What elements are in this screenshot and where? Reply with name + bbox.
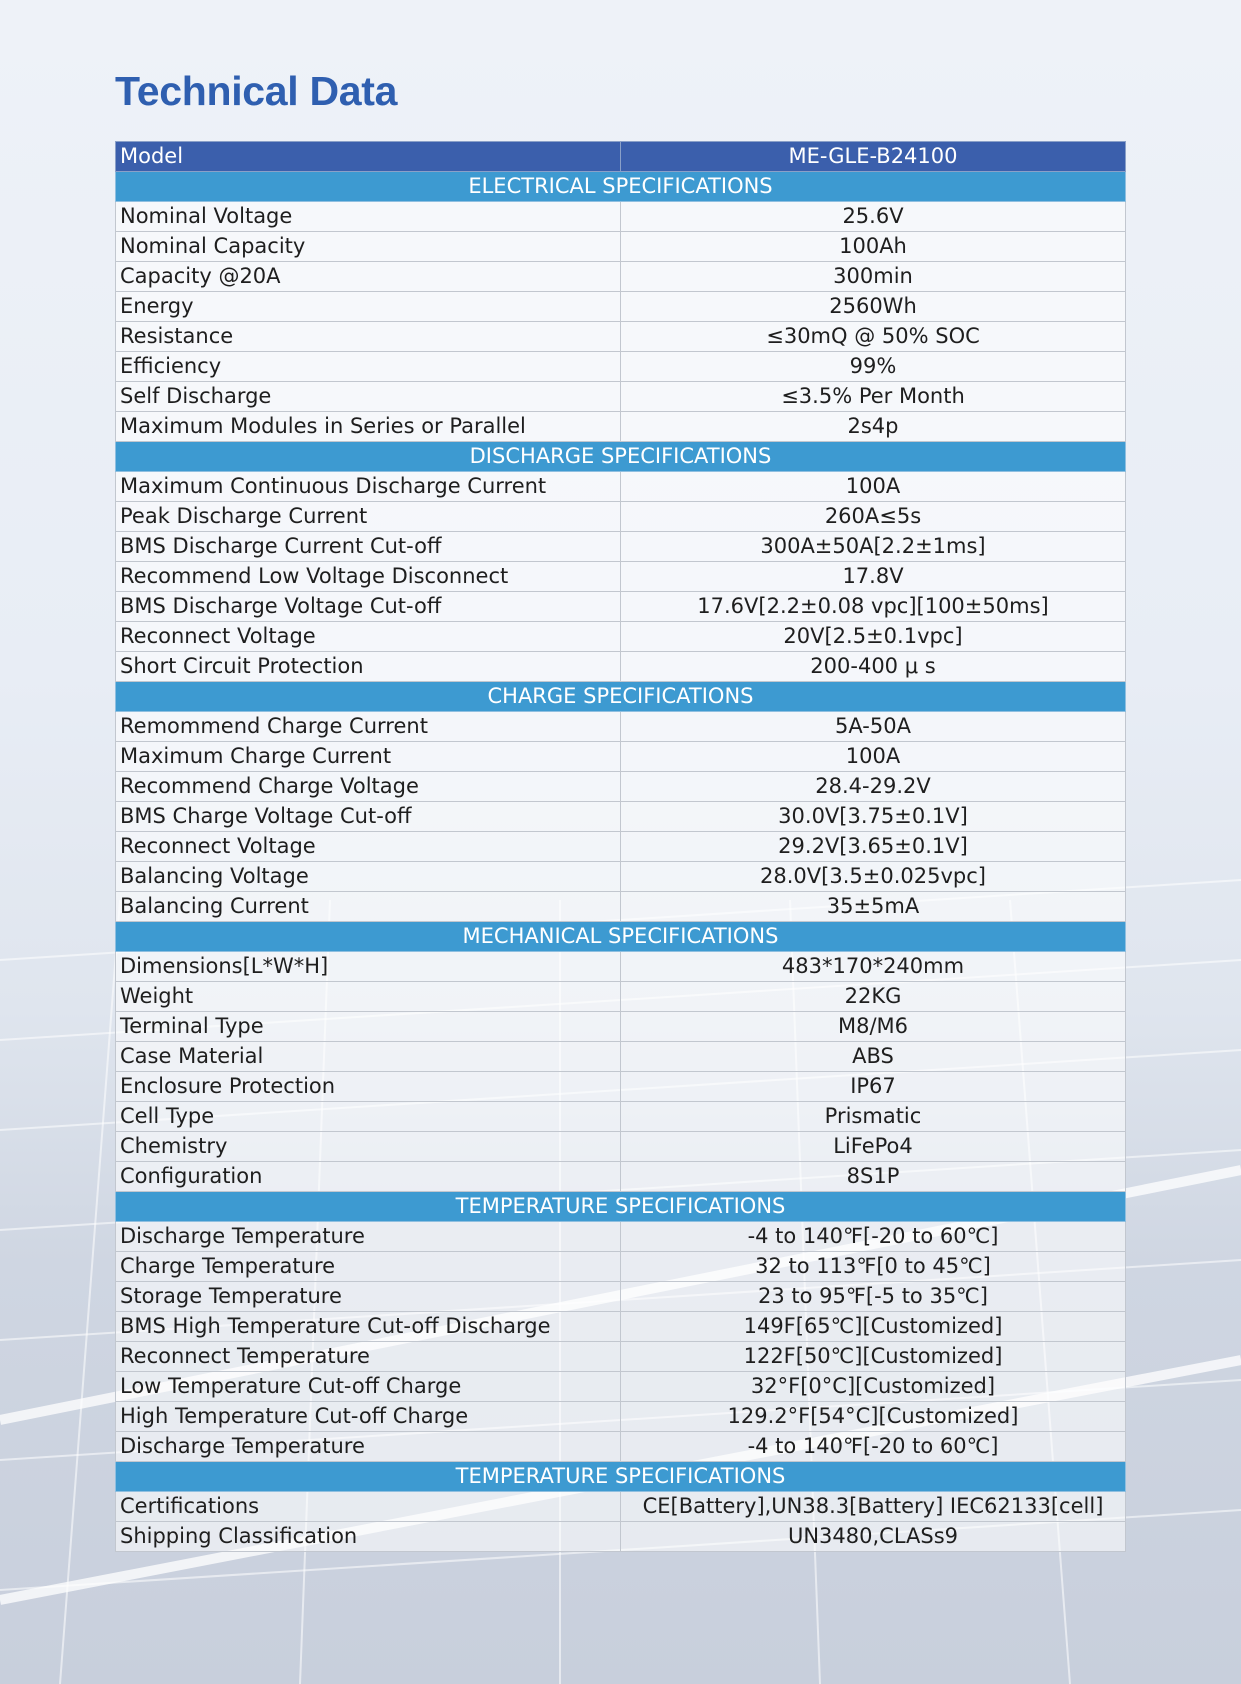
spec-value: 2s4p [621, 412, 1126, 442]
spec-value: M8/M6 [621, 1012, 1126, 1042]
section-header-row [116, 1462, 1126, 1492]
spec-label: Discharge Temperature [116, 1432, 621, 1462]
spec-label: BMS High Temperature Cut-off Discharge [116, 1312, 621, 1342]
spec-label: Peak Discharge Current [116, 502, 621, 532]
spec-value: 300A±50A[2.2±1ms] [621, 532, 1126, 562]
table-row [116, 592, 1126, 622]
spec-label: Resistance [116, 322, 621, 352]
spec-label: Cell Type [116, 1102, 621, 1132]
spec-label: Nominal Voltage [116, 202, 621, 232]
spec-label: Discharge Temperature [116, 1222, 621, 1252]
spec-value: IP67 [621, 1072, 1126, 1102]
spec-value: 35±5mA [621, 892, 1126, 922]
spec-value: 5A-50A [621, 712, 1126, 742]
section-header-row [116, 1192, 1126, 1222]
spec-value: 149F[65℃][Customized] [621, 1312, 1126, 1342]
table-row [116, 1132, 1126, 1162]
table-row [116, 562, 1126, 592]
table-row [116, 952, 1126, 982]
spec-label: Capacity @20A [116, 262, 621, 292]
spec-value: 100Ah [621, 232, 1126, 262]
spec-label: Balancing Voltage [116, 862, 621, 892]
spec-value: 122F[50℃][Customized] [621, 1342, 1126, 1372]
spec-label: Shipping Classification [116, 1522, 621, 1552]
spec-label: BMS Discharge Voltage Cut-off [116, 592, 621, 622]
section-header-row [116, 442, 1126, 472]
spec-value: 32°F[0°C][Customized] [621, 1372, 1126, 1402]
table-row [116, 982, 1126, 1012]
spec-value: -4 to 140℉[-20 to 60℃] [621, 1222, 1126, 1252]
spec-value: 483*170*240mm [621, 952, 1126, 982]
spec-value: LiFePo4 [621, 1132, 1126, 1162]
table-row [116, 892, 1126, 922]
spec-label: High Temperature Cut-off Charge [116, 1402, 621, 1432]
specifications-table [115, 141, 1126, 1552]
spec-value: 28.4-29.2V [621, 772, 1126, 802]
section-title: TEMPERATURE SPECIFICATIONS [116, 1462, 1126, 1492]
spec-label: Balancing Current [116, 892, 621, 922]
table-row [116, 382, 1126, 412]
table-row [116, 1522, 1126, 1552]
page-title: Technical Data [115, 68, 398, 114]
spec-value: 260A≤5s [621, 502, 1126, 532]
spec-label: Nominal Capacity [116, 232, 621, 262]
table-row [116, 232, 1126, 262]
spec-label: Low Temperature Cut-off Charge [116, 1372, 621, 1402]
table-row [116, 1042, 1126, 1072]
spec-label: Enclosure Protection [116, 1072, 621, 1102]
table-row [116, 802, 1126, 832]
model-value: ME-GLE-B24100 [621, 142, 1126, 172]
table-row [116, 1432, 1126, 1462]
spec-value: 20V[2.5±0.1vpc] [621, 622, 1126, 652]
section-title: DISCHARGE SPECIFICATIONS [116, 442, 1126, 472]
table-row [116, 772, 1126, 802]
spec-value: 100A [621, 472, 1126, 502]
table-row [116, 1072, 1126, 1102]
spec-label: Terminal Type [116, 1012, 621, 1042]
spec-label: Energy [116, 292, 621, 322]
spec-value: 22KG [621, 982, 1126, 1012]
spec-label: Recommend Charge Voltage [116, 772, 621, 802]
model-header-row [116, 142, 1126, 172]
table-row [116, 352, 1126, 382]
table-row [116, 1372, 1126, 1402]
table-row [116, 1312, 1126, 1342]
table-row [116, 1012, 1126, 1042]
spec-value: 30.0V[3.75±0.1V] [621, 802, 1126, 832]
spec-label: Charge Temperature [116, 1252, 621, 1282]
section-title: ELECTRICAL SPECIFICATIONS [116, 172, 1126, 202]
spec-label: Reconnect Temperature [116, 1342, 621, 1372]
table-row [116, 292, 1126, 322]
spec-label: Efficiency [116, 352, 621, 382]
table-row [116, 652, 1126, 682]
spec-label: BMS Charge Voltage Cut-off [116, 802, 621, 832]
spec-value: UN3480,CLASs9 [621, 1522, 1126, 1552]
spec-label: Case Material [116, 1042, 621, 1072]
spec-value: 200-400 μ s [621, 652, 1126, 682]
table-row [116, 502, 1126, 532]
table-row [116, 472, 1126, 502]
spec-label: Maximum Charge Current [116, 742, 621, 772]
spec-value: 100A [621, 742, 1126, 772]
table-row [116, 412, 1126, 442]
table-row [116, 1282, 1126, 1312]
table-row [116, 832, 1126, 862]
spec-label: Maximum Continuous Discharge Current [116, 472, 621, 502]
spec-value: ≤30mQ @ 50% SOC [621, 322, 1126, 352]
spec-label: Short Circuit Protection [116, 652, 621, 682]
model-label: Model [116, 142, 621, 172]
section-title: CHARGE SPECIFICATIONS [116, 682, 1126, 712]
table-row [116, 1222, 1126, 1252]
spec-label: Dimensions[L*W*H] [116, 952, 621, 982]
spec-value: -4 to 140℉[-20 to 60℃] [621, 1432, 1126, 1462]
spec-label: Reconnect Voltage [116, 832, 621, 862]
spec-value: 28.0V[3.5±0.025vpc] [621, 862, 1126, 892]
spec-value: 29.2V[3.65±0.1V] [621, 832, 1126, 862]
spec-value: ABS [621, 1042, 1126, 1072]
spec-value: Prismatic [621, 1102, 1126, 1132]
table-row [116, 532, 1126, 562]
table-row [116, 1252, 1126, 1282]
spec-value: 129.2°F[54°C][Customized] [621, 1402, 1126, 1432]
spec-label: BMS Discharge Current Cut-off [116, 532, 621, 562]
spec-value: 17.8V [621, 562, 1126, 592]
table-row [116, 1492, 1126, 1522]
table-row [116, 202, 1126, 232]
table-row [116, 1162, 1126, 1192]
spec-label: Remommend Charge Current [116, 712, 621, 742]
spec-value: 2560Wh [621, 292, 1126, 322]
spec-value: CE[Battery],UN38.3[Battery] IEC62133[cell] [621, 1492, 1126, 1522]
table-row [116, 622, 1126, 652]
spec-label: Reconnect Voltage [116, 622, 621, 652]
section-title: MECHANICAL SPECIFICATIONS [116, 922, 1126, 952]
spec-label: Storage Temperature [116, 1282, 621, 1312]
spec-value: 300min [621, 262, 1126, 292]
spec-value: ≤3.5% Per Month [621, 382, 1126, 412]
spec-label: Self Discharge [116, 382, 621, 412]
table-row [116, 262, 1126, 292]
spec-value: 17.6V[2.2±0.08 vpc][100±50ms] [621, 592, 1126, 622]
spec-value: 8S1P [621, 1162, 1126, 1192]
table-row [116, 1402, 1126, 1432]
spec-value: 25.6V [621, 202, 1126, 232]
spec-value: 23 to 95℉[-5 to 35℃] [621, 1282, 1126, 1312]
spec-label: Weight [116, 982, 621, 1012]
section-header-row [116, 682, 1126, 712]
spec-label: Configuration [116, 1162, 621, 1192]
spec-label: Chemistry [116, 1132, 621, 1162]
section-header-row [116, 922, 1126, 952]
table-row [116, 742, 1126, 772]
section-header-row [116, 172, 1126, 202]
table-row [116, 712, 1126, 742]
table-row [116, 1342, 1126, 1372]
spec-value: 99% [621, 352, 1126, 382]
spec-label: Maximum Modules in Series or Parallel [116, 412, 621, 442]
spec-value: 32 to 113℉[0 to 45℃] [621, 1252, 1126, 1282]
section-title: TEMPERATURE SPECIFICATIONS [116, 1192, 1126, 1222]
table-row [116, 862, 1126, 892]
spec-label: Recommend Low Voltage Disconnect [116, 562, 621, 592]
table-row [116, 322, 1126, 352]
spec-label: Certifications [116, 1492, 621, 1522]
table-row [116, 1102, 1126, 1132]
